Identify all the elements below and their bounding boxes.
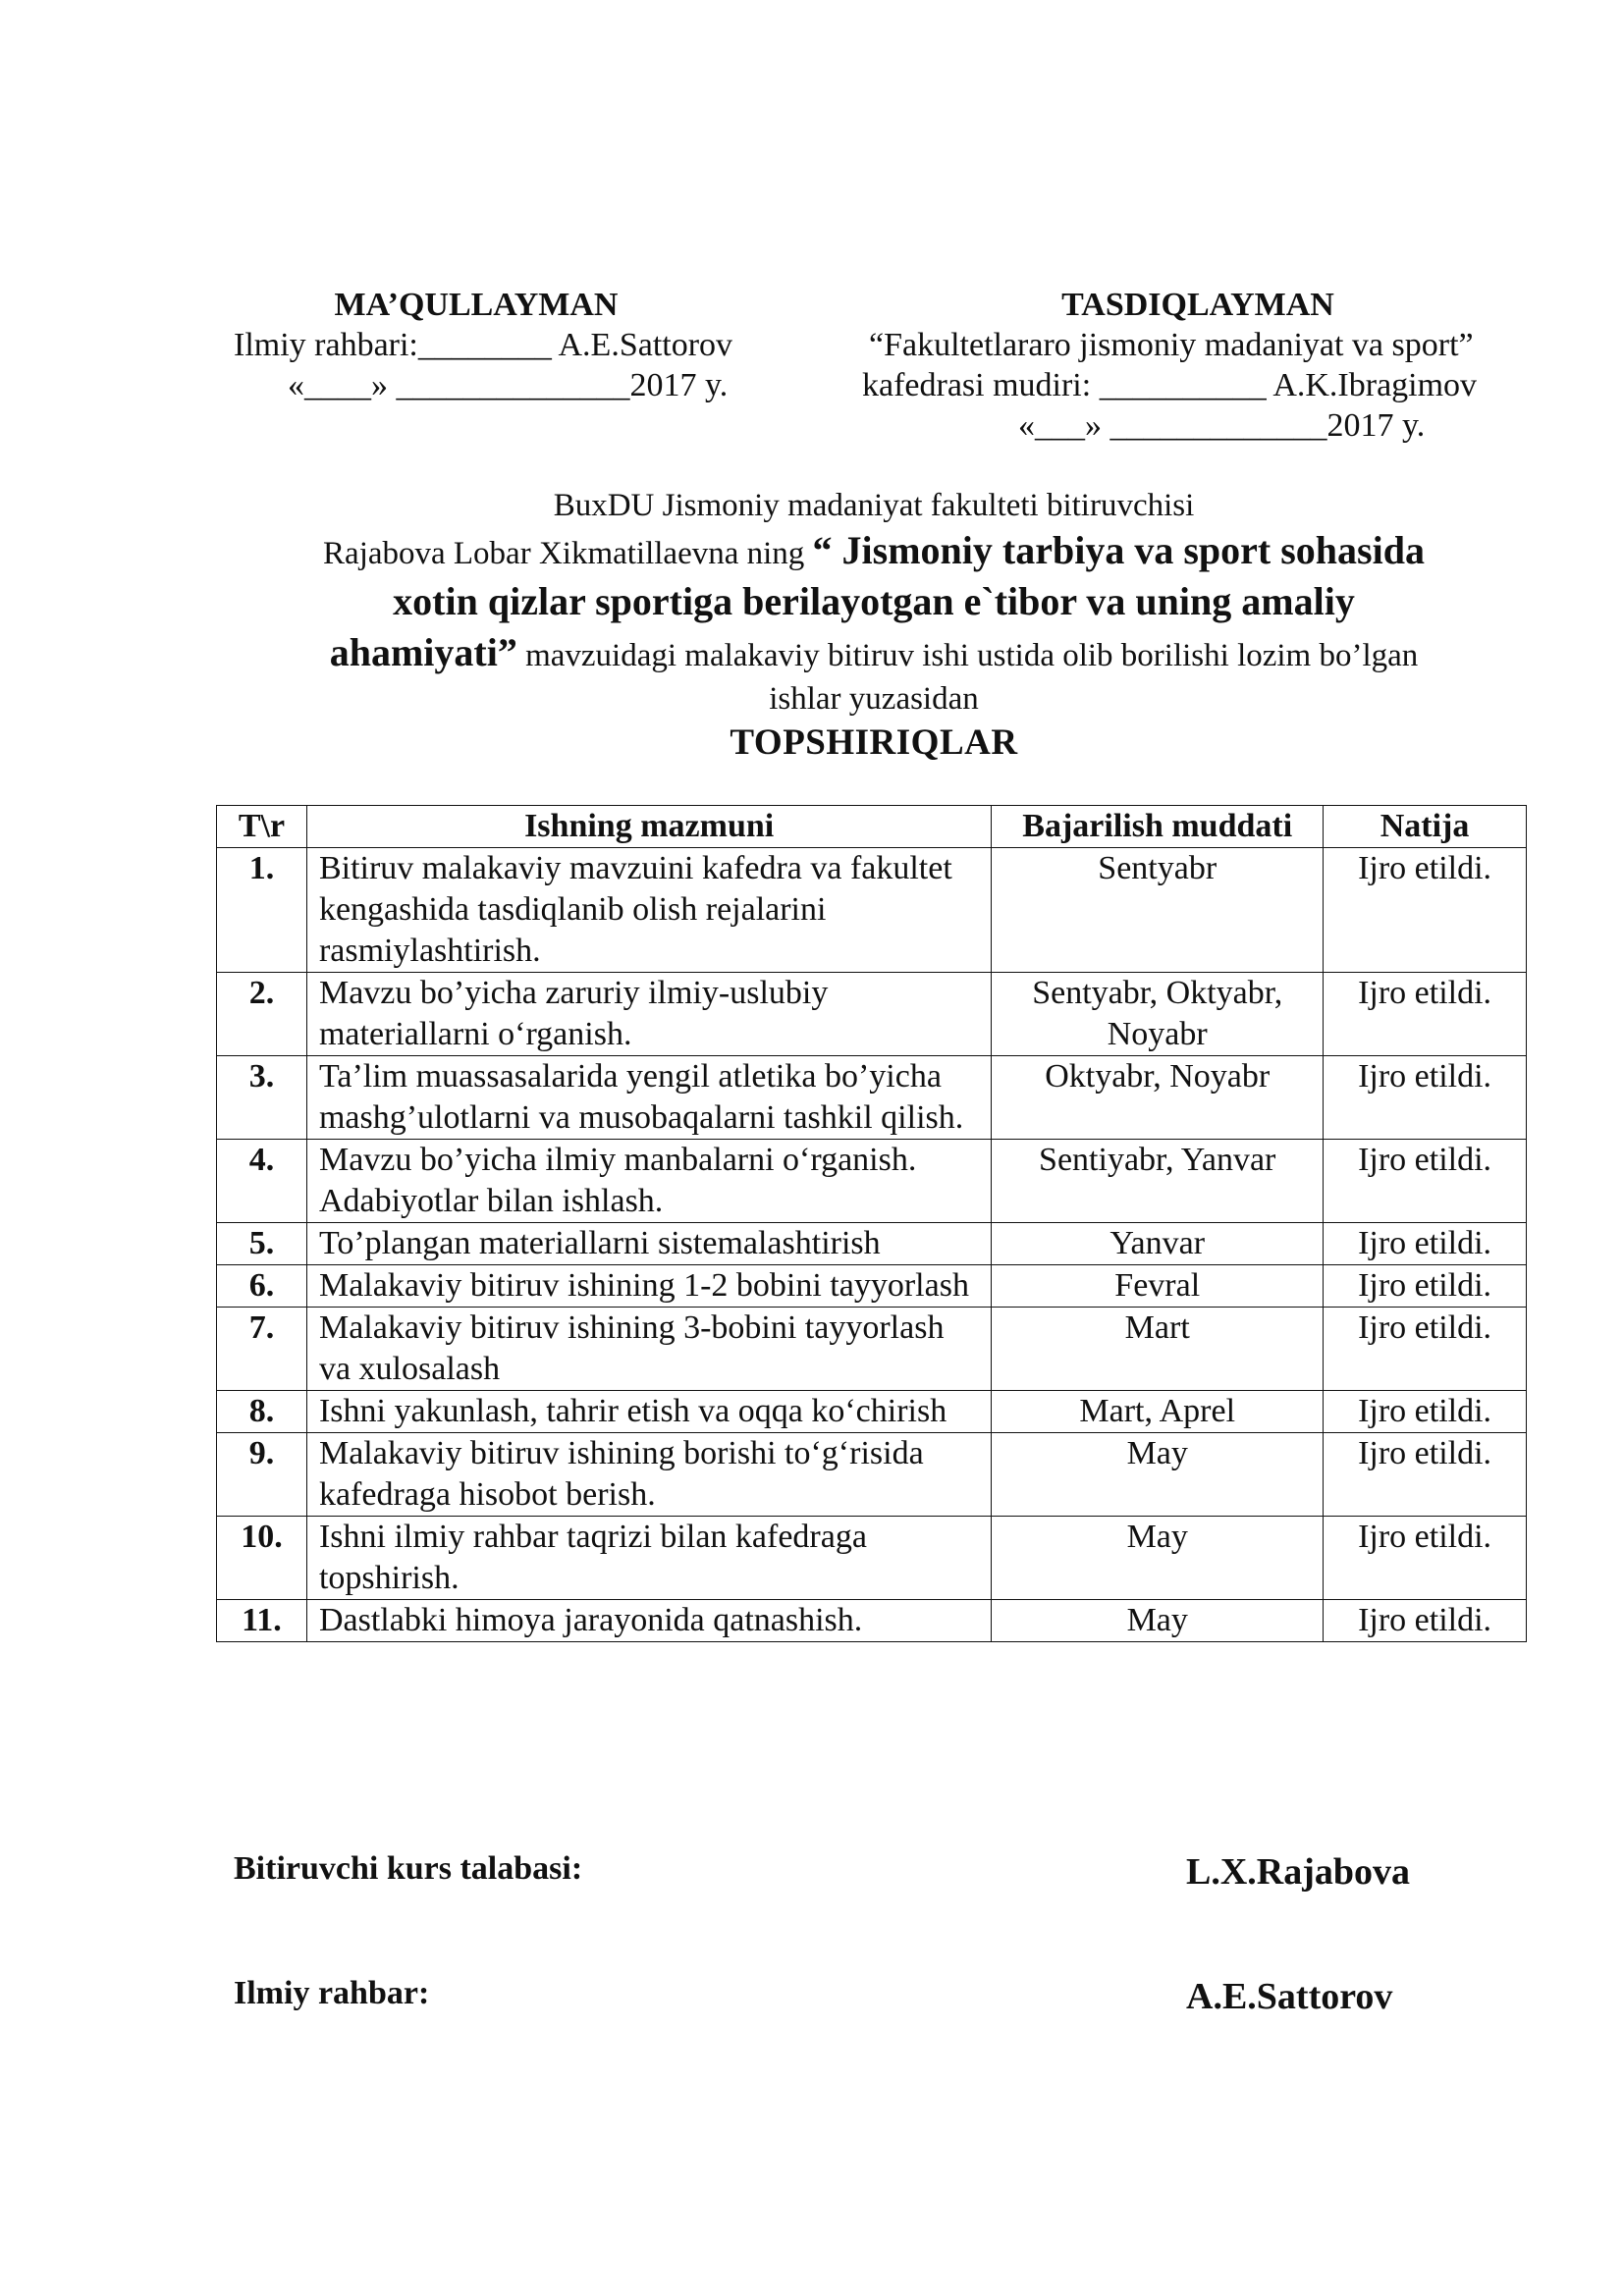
row-result: Ijro etildi. [1324, 1433, 1527, 1517]
row-due: Fevral [992, 1265, 1324, 1308]
row-due: Oktyabr, Noyabr [992, 1056, 1324, 1140]
intro-line-topic-end [177, 632, 1571, 676]
row-content: Ta’lim muassasalarida yengil atletika bo’yicha mashg’ulotlarni va musobaqalarni tashkil qilish. [306, 1056, 991, 1140]
row-content: To’plangan materiallarni sistemalashtirish [306, 1223, 991, 1265]
student-signature-label: Bitiruvchi kurs talabasi: [234, 1850, 583, 1887]
row-result: Ijro etildi. [1324, 1391, 1527, 1433]
header-number: T\r [217, 806, 307, 848]
row-result: Ijro etildi. [1324, 1140, 1527, 1223]
intro-line-topic [177, 581, 1571, 625]
table-row [217, 1308, 1527, 1391]
advisor-signature-label: Ilmiy rahbar: [234, 1975, 430, 2011]
row-due: Mart, Aprel [992, 1391, 1324, 1433]
row-due: Sentyabr [992, 848, 1324, 973]
advisor-signature-name: A.E.Sattorov [1186, 1976, 1393, 2017]
topic-title-part2: xotin qizlar sportiga berilayotgan e`tibor va uning amaliy [393, 579, 1355, 623]
table-row [217, 1391, 1527, 1433]
row-due: Sentyabr, Oktyabr, Noyabr [992, 973, 1324, 1056]
row-number: 5. [217, 1223, 307, 1265]
row-number: 1. [217, 848, 307, 973]
row-content: Ishni ilmiy rahbar taqrizi bilan kafedraga topshirish. [306, 1517, 991, 1600]
tasks-table [216, 805, 1527, 1642]
table-header-row [217, 806, 1527, 848]
right-approval-department-line: “Fakultetlararo jismoniy madaniyat va sport” [869, 327, 1474, 363]
row-content: Ishni yakunlash, tahrir etish va oqqa ko‘chirish [306, 1391, 991, 1433]
student-signature-name: L.X.Rajabova [1186, 1851, 1411, 1893]
row-result: Ijro etildi. [1324, 1223, 1527, 1265]
row-number: 2. [217, 973, 307, 1056]
row-result: Ijro etildi. [1324, 1600, 1527, 1642]
topic-title-part3: ahamiyati” [329, 630, 517, 674]
row-number: 8. [217, 1391, 307, 1433]
row-result: Ijro etildi. [1324, 1308, 1527, 1391]
row-content: Bitiruv malakaviy mavzuini kafedra va fakultet kengashida tasdiqlanib olish rejalarini rasmiylashtirish. [306, 848, 991, 973]
table-row [217, 1223, 1527, 1265]
left-approval-heading: MA’QULLAYMAN [334, 287, 619, 323]
right-approval-heading: TASDIQLAYMAN [1061, 287, 1334, 323]
student-name-text: Rajabova Lobar Xikmatillaevna ning [323, 536, 813, 571]
row-number: 3. [217, 1056, 307, 1140]
right-approval-head-line: kafedrasi mudiri: __________ A.K.Ibragimov [862, 367, 1478, 403]
header-due: Bajarilish muddati [992, 806, 1324, 848]
row-content: Dastlabki himoya jarayonida qatnashish. [306, 1600, 991, 1642]
row-number: 7. [217, 1308, 307, 1391]
left-approval-date-line: «____» ______________2017 y. [288, 367, 729, 403]
row-result: Ijro etildi. [1324, 848, 1527, 973]
right-approval-date-line: «___» _____________2017 y. [1018, 407, 1426, 444]
table-row [217, 1517, 1527, 1600]
row-due: Yanvar [992, 1223, 1324, 1265]
header-content: Ishning mazmuni [306, 806, 991, 848]
row-due: May [992, 1517, 1324, 1600]
table-row [217, 1140, 1527, 1223]
table-row [217, 973, 1527, 1056]
topic-title-part1: “ Jismoniy tarbiya va sport sohasida [812, 528, 1425, 572]
header-result: Natija [1324, 806, 1527, 848]
row-content: Malakaviy bitiruv ishining borishi to‘g‘risida kafedraga hisobot berish. [306, 1433, 991, 1517]
row-number: 4. [217, 1140, 307, 1223]
row-due: May [992, 1600, 1324, 1642]
row-number: 11. [217, 1600, 307, 1642]
row-result: Ijro etildi. [1324, 1517, 1527, 1600]
table-row [217, 1056, 1527, 1140]
row-result: Ijro etildi. [1324, 1265, 1527, 1308]
table-row [217, 848, 1527, 973]
intro-line-faculty: BuxDU Jismoniy madaniyat fakulteti bitiruvchisi [553, 488, 1195, 523]
table-row [217, 1600, 1527, 1642]
row-result: Ijro etildi. [1324, 973, 1527, 1056]
row-due: Sentiyabr, Yanvar [992, 1140, 1324, 1223]
row-due: Mart [992, 1308, 1324, 1391]
intro-line-student [177, 530, 1571, 574]
row-number: 6. [217, 1265, 307, 1308]
table-row [217, 1433, 1527, 1517]
row-content: Mavzu bo’yicha zaruriy ilmiy-uslubiy materiallarni o‘rganish. [306, 973, 991, 1056]
row-due: May [992, 1433, 1324, 1517]
intro-line-final: ishlar yuzasidan [769, 681, 979, 717]
left-approval-advisor-line: Ilmiy rahbari:________ A.E.Sattorov [234, 327, 733, 363]
row-content: Mavzu bo’yicha ilmiy manbalarni o‘rganish. Adabiyotlar bilan ishlash. [306, 1140, 991, 1223]
row-content: Malakaviy bitiruv ishining 3-bobini tayyorlash va xulosalash [306, 1308, 991, 1391]
row-result: Ijro etildi. [1324, 1056, 1527, 1140]
row-content: Malakaviy bitiruv ishining 1-2 bobini tayyorlash [306, 1265, 991, 1308]
document-title: TOPSHIRIQLAR [730, 722, 1018, 763]
table-row [217, 1265, 1527, 1308]
row-number: 9. [217, 1433, 307, 1517]
intro-suffix-text: mavzuidagi malakaviy bitiruv ishi ustida olib borilishi lozim bo’lgan [516, 638, 1419, 673]
row-number: 10. [217, 1517, 307, 1600]
